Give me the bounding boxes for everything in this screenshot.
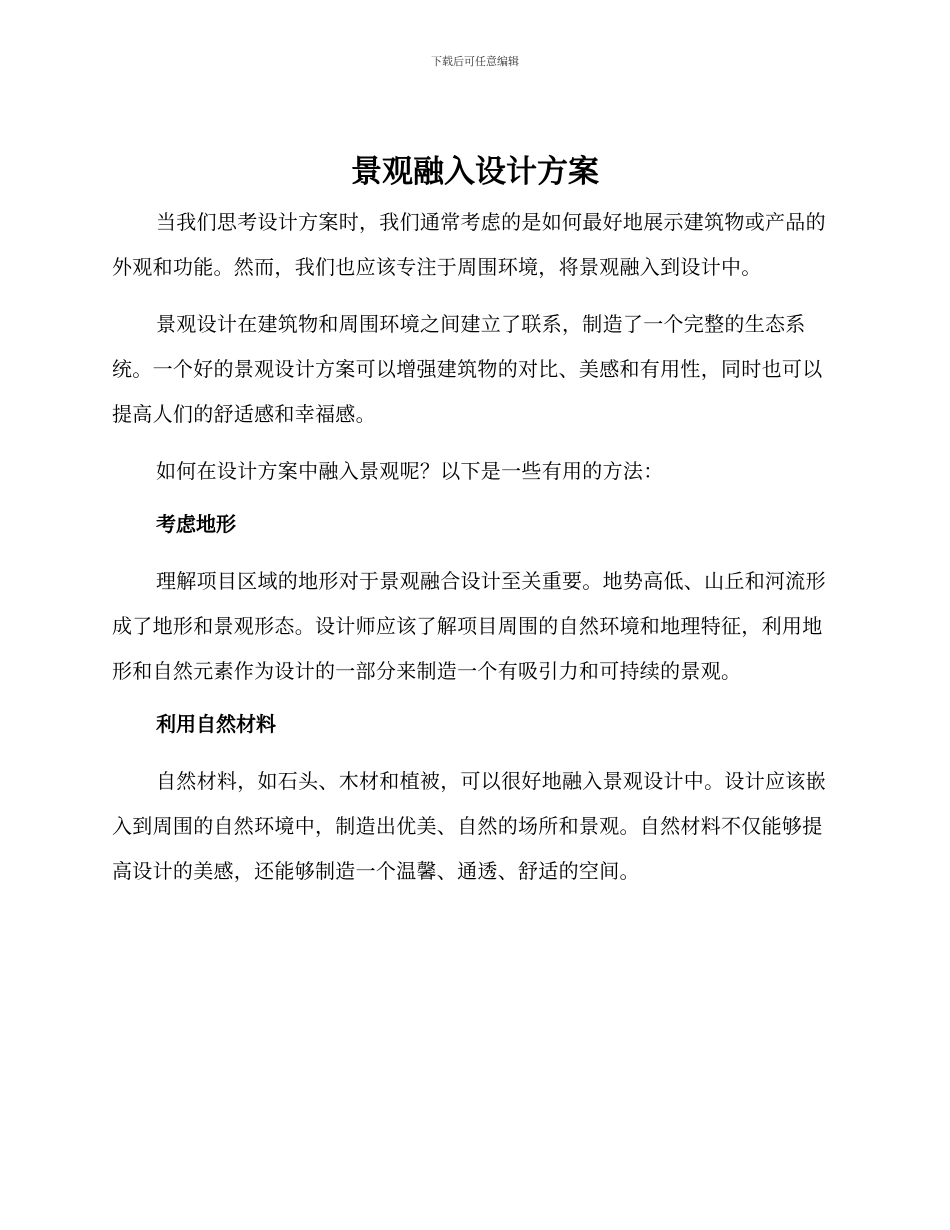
section-text-terrain: 理解项目区域的地形对于景观融合设计至关重要。地势高低、山丘和河流形成了地形和景观形态。设计师应该了解项目周围的自然环境和地理特征，利用地形和自然元素作为设计的一部分来制造一个有吸引力和可持续的景观。	[112, 569, 826, 683]
paragraph-intro-3: 如何在设计方案中融入景观呢？以下是一些有用的方法：	[156, 459, 664, 483]
section-heading-terrain: 考虑地形	[156, 512, 236, 536]
section-heading-natural-materials: 利用自然材料	[156, 712, 276, 736]
section-text-natural-materials: 自然材料，如石头、木材和植被，可以很好地融入景观设计中。设计应该嵌入到周围的自然环境中，制造出优美、自然的场所和景观。自然材料不仅能够提高设计的美感，还能够制造一个温馨、通透、舒适的空间。	[112, 769, 826, 883]
header-note: 下载后可任意编辑	[431, 55, 519, 68]
document-body	[112, 200, 832, 894]
paragraph-intro-1: 当我们思考设计方案时，我们通常考虑的是如何最好地展示建筑物或产品的外观和功能。然而，我们也应该专注于周围环境，将景观融入到设计中。	[112, 210, 826, 279]
document-title: 景观融入设计方案	[351, 154, 599, 190]
paragraph-intro-2: 景观设计在建筑物和周围环境之间建立了联系，制造了一个完整的生态系统。一个好的景观设计方案可以增强建筑物的对比、美感和有用性，同时也可以提高人们的舒适感和幸福感。	[112, 312, 823, 426]
